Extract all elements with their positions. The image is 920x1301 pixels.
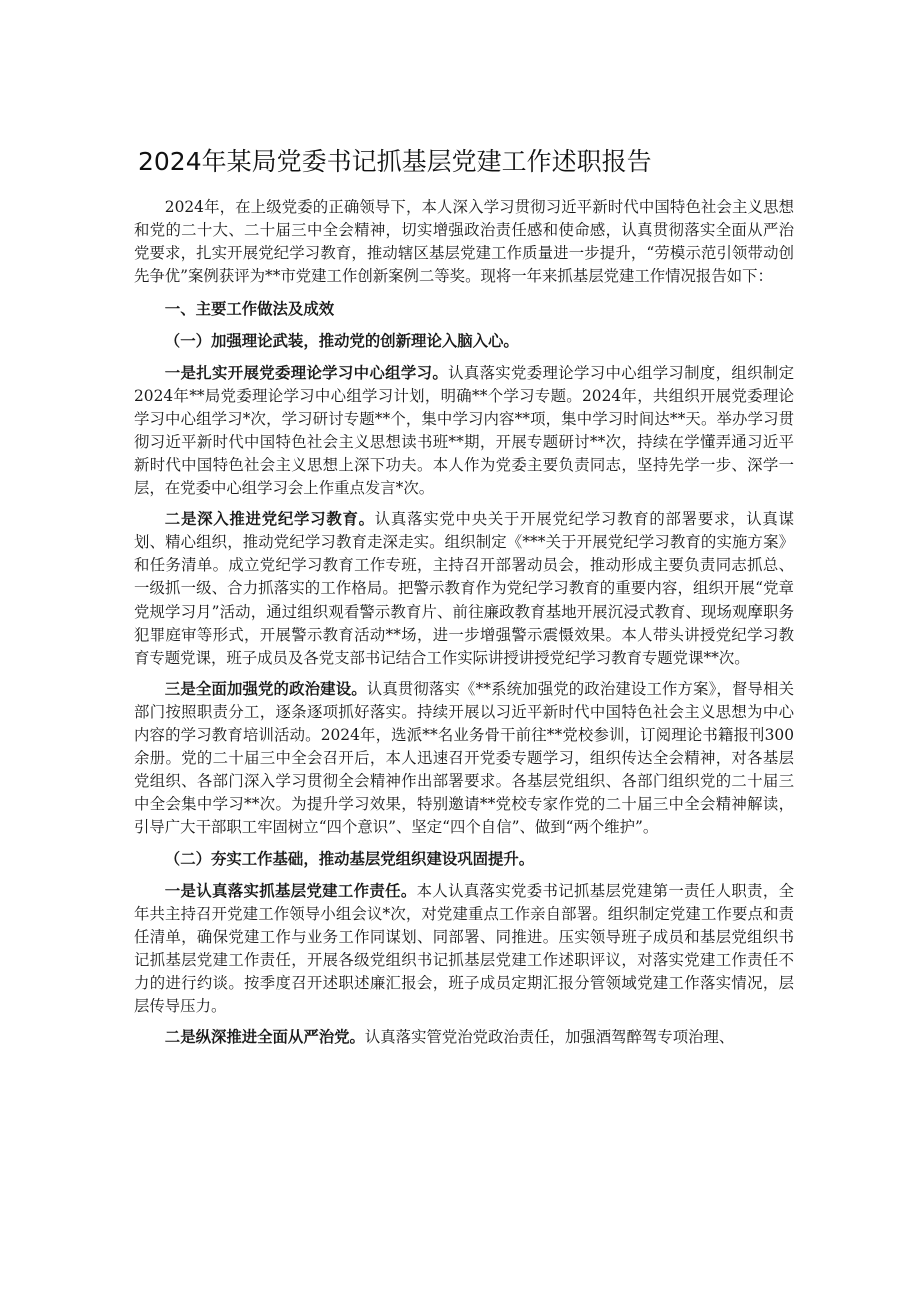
item-1-lead: 一是扎实开展党委理论学习中心组学习。 [164, 363, 449, 382]
document-title: 2024年某局党委书记抓基层党建工作述职报告 [138, 147, 652, 176]
item-4-text: 本人认真落实党委书记抓基层党建第一责任人职责，全年共主持召开党建工作领导小组会议*次，对党建重点工作亲自部署。组织制定党建工作要点和责任清单，确保党建工作与业务工作同谋划、同部署、同推进。压实领导班子成员和基层党组织书记抓基层党建工作责任，开展各级党组织书记抓基层党建工作述职评议，对落实党建工作责任不力的进行约谈。按季度召开述职述廉汇报会，班子成员定期汇报分管领域党建工作落实情况，层层传导压力。 [134, 881, 794, 1015]
section-heading-1: 一、主要工作做法及成效 [164, 300, 335, 319]
item-4-lead: 一是认真落实抓基层党建工作责任。 [164, 881, 417, 900]
item-1-text: 认真落实党委理论学习中心组学习制度，组织制定2024年**局党委理论学习中心组学习计划，明确**个学习专题。2024年，共组织开展党委理论学习中心组学习*次，学习研讨专题**个，集中学习内容**项，集中学习时间达**天。举办学习贯彻习近平新时代中国特色社会主义思想读书班**期，开展专题研讨**次，持续在学懂弄通习近平新时代中国特色社会主义思想上深下功夫。本人作为党委主要负责同志，坚持先学一步、深学一层，在党委中心组学习会上作重点发言*次。 [134, 363, 794, 498]
intro-paragraph: 2024年，在上级党委的正确领导下，本人深入学习贯彻习近平新时代中国特色社会主义思想和党的二十大、二十届三中全会精神，切实增强政治责任感和使命感，认真贯彻落实全面从严治党要求，扎实开展党纪学习教育，推动辖区基层党建工作质量进一步提升，“劳模示范引领带动创先争优”案例获评为**市党建工作创新案例二等奖。现将一年来抓基层党建工作情况报告如下： [134, 198, 794, 286]
subsection-heading-1: （一）加强理论武装，推动党的创新理论入脑入心。 [164, 332, 519, 351]
document-body [134, 196, 794, 1049]
paragraph-item-3 [134, 678, 794, 840]
item-5-lead: 二是纵深推进全面从严治党。 [164, 1028, 365, 1047]
item-3-lead: 三是全面加强党的政治建设。 [164, 679, 367, 698]
item-5-text: 认真落实管党治党政治责任，加强酒驾醉驾专项治理、 [364, 1028, 735, 1047]
item-2-text: 认真落实党中央关于开展党纪学习教育的部署要求，认真谋划、精心组织，推动党纪学习教育走深走实。组织制定《***关于开展党纪学习教育的实施方案》和任务清单。成立党纪学习教育工作专班，主持召开部署动员会，推动形成主要负责同志抓总、一级抓一级、合力抓落实的工作格局。把警示教育作为党纪学习教育的重要内容，组织开展“党章党规学习月”活动，通过组织观看警示教育片、前往廉政教育基地开展沉浸式教育、现场观摩职务犯罪庭审等形式，开展警示教育活动**场，进一步增强警示震慑效果。本人带头讲授党纪学习教育专题党课，班子成员及各党支部书记结合工作实际讲授讲授党纪学习教育专题党课**次。 [134, 510, 794, 667]
paragraph-item-4 [134, 880, 794, 1019]
paragraph-item-5 [134, 1026, 794, 1049]
item-3-text: 认真贯彻落实《**系统加强党的政治建设工作方案》，督导相关部门按照职责分工，逐条逐项抓好落实。持续开展以习近平新时代中国特色社会主义思想为中心内容的学习教育培训活动。2024年，选派**名业务骨干前往**党校参训，订阅理论书籍报刊300余册。党的二十届三中全会召开后，本人迅速召开党委专题学习，组织传达全会精神，对各基层党组织、各部门深入学习贯彻全会精神作出部署要求。各基层党组织、各部门组织党的二十届三中全会集中学习**次。为提升学习效果，特别邀请**党校专家作党的二十届三中全会精神解读，引导广大干部职工牢固树立“四个意识”、坚定“四个自信”、做到“两个维护”。 [134, 679, 794, 837]
paragraph-item-1 [134, 362, 794, 501]
item-2-lead: 二是深入推进党纪学习教育。 [164, 510, 375, 529]
paragraph-item-2 [134, 508, 794, 670]
subsection-heading-2: （二）夯实工作基础，推动基层党组织建设巩固提升。 [164, 850, 535, 869]
